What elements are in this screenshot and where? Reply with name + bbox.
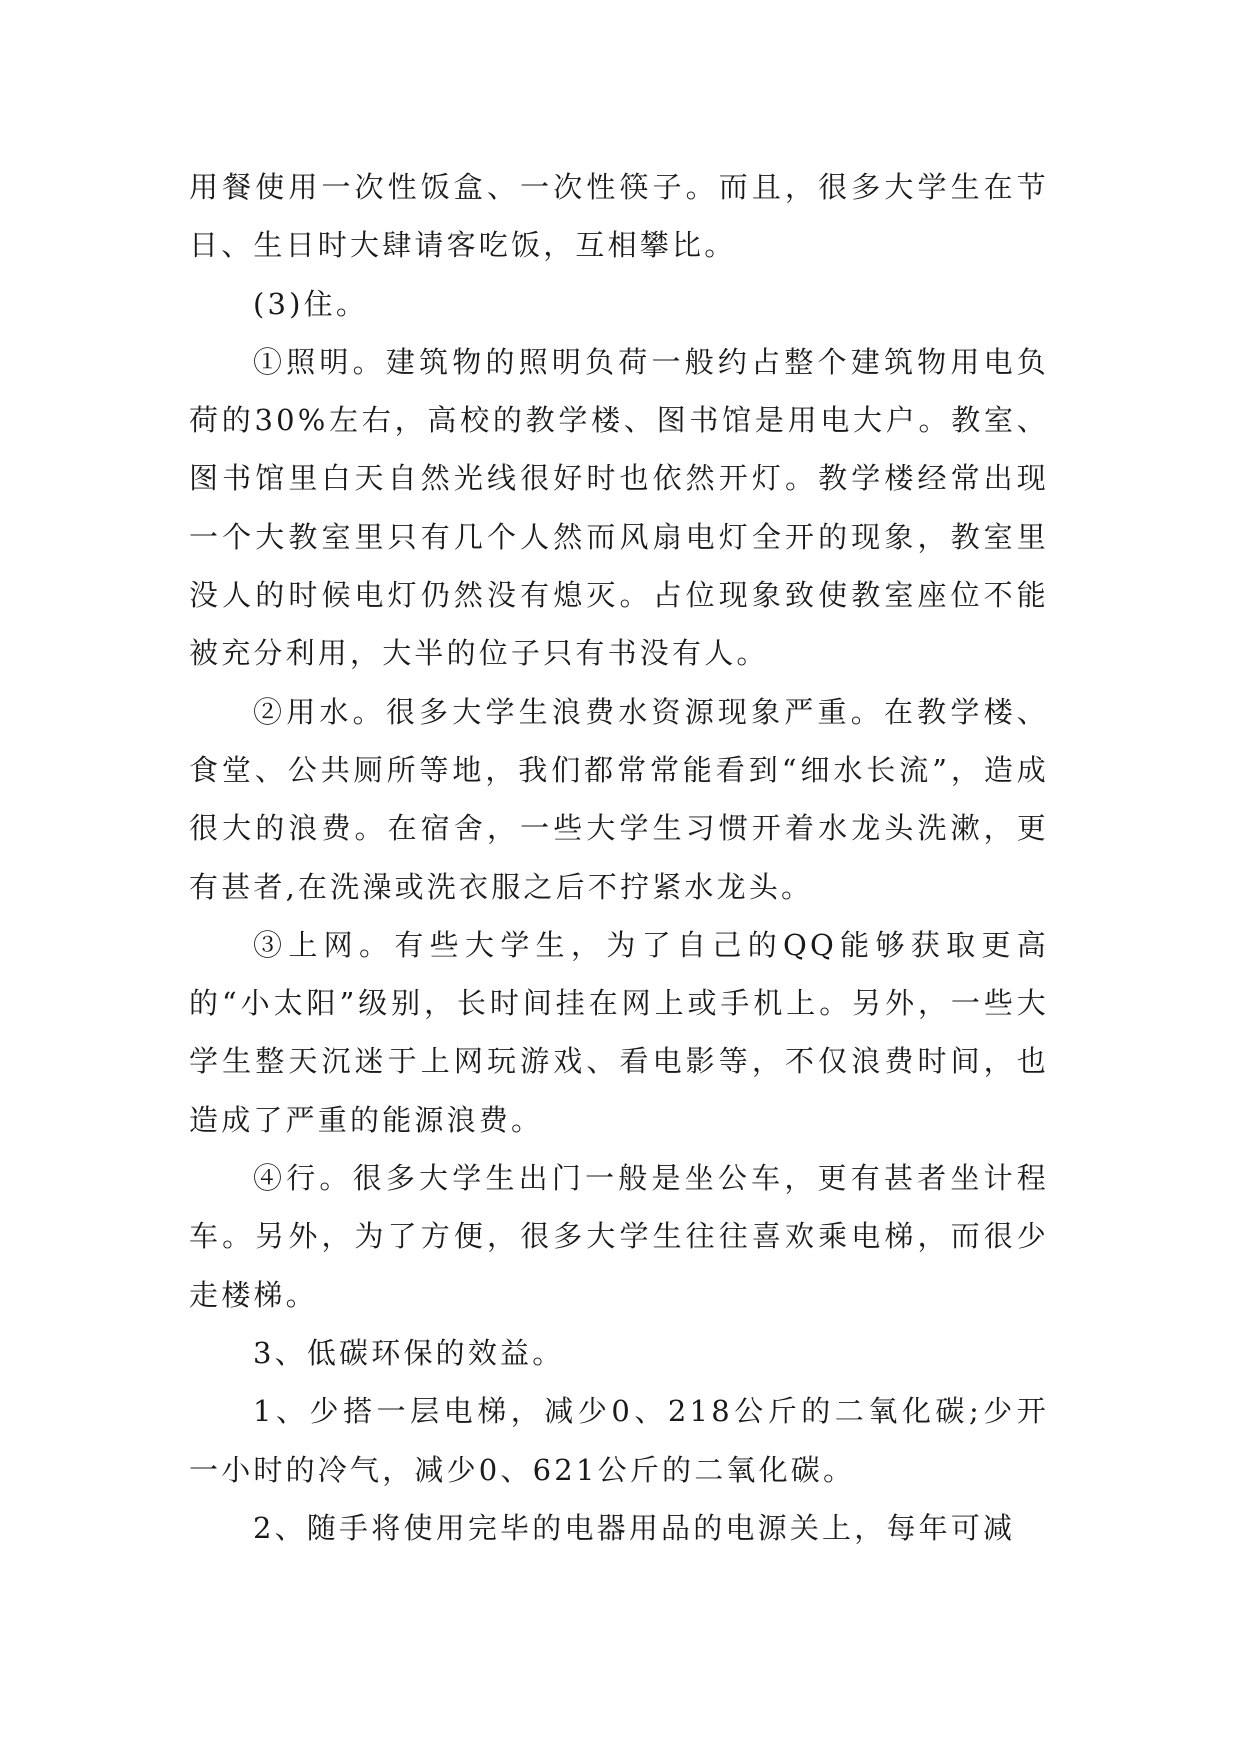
section-heading-benefits: 3、低碳环保的效益。 (253, 1335, 565, 1370)
paragraph-lighting: ①照明。建筑物的照明负荷一般约占整个建筑物用电负荷的30%左右，高校的教学楼、图书馆是用电大户。教室、图书馆里白天自然光线很好时也依然开灯。教学楼经常出现一个大教室里只有几个人然而风扇电灯全开的现象，教室里没人的时候电灯仍然没有熄灭。占位现象致使教室座位不能被充分利用，大半的位子只有书没有人。 (189, 344, 1049, 671)
paragraph-water: ②用水。很多大学生浪费水资源现象严重。在教学楼、食堂、公共厕所等地，我们都常常能看到“细水长流”，造成很大的浪费。在宿舍，一些大学生习惯开着水龙头洗漱，更有甚者,在洗澡或洗衣服之后不拧紧水龙头。 (189, 694, 1049, 904)
paragraph-transport: ④行。很多大学生出门一般是坐公车，更有甚者坐计程车。另外，为了方便，很多大学生往往喜欢乘电梯，而很少走楼梯。 (189, 1161, 1049, 1312)
paragraph-continuation: 用餐使用一次性饭盒、一次性筷子。而且，很多大学生在节日、生日时大肆请客吃饭，互相攀比。 (189, 170, 1049, 263)
paragraph-benefit-2: 2、随手将使用完毕的电器用品的电源关上，每年可减 (253, 1510, 1016, 1545)
paragraph-internet: ③上网。有些大学生，为了自己的QQ能够获取更高的“小太阳”级别，长时间挂在网上或手机上。另外，一些大学生整天沉迷于上网玩游戏、看电影等，不仅浪费时间，也造成了严重的能源浪费。 (189, 927, 1049, 1137)
paragraph-benefit-1: 1、少搭一层电梯，减少0、218公斤的二氧化碳;少开一小时的冷气，减少0、621公斤的二氧化碳。 (189, 1394, 1049, 1487)
section-heading-housing: (3)住。 (253, 286, 369, 321)
document-body (189, 158, 1049, 1557)
